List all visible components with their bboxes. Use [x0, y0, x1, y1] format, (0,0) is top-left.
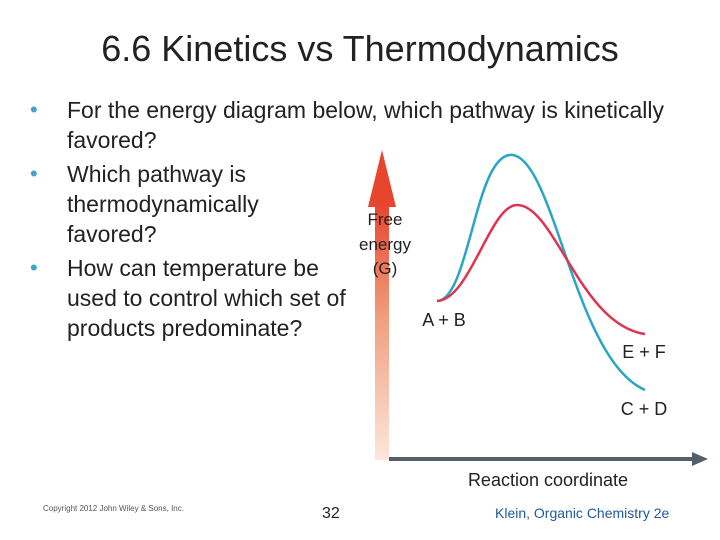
bullet-text: How can temperature be used to control which set of products predominate?: [67, 255, 346, 341]
product-cd-label: C + D: [620, 399, 668, 419]
y-axis-label-line2: energy: [359, 235, 411, 254]
page-number: 32: [322, 505, 340, 522]
bullet-marker: •: [30, 255, 38, 280]
bullet-marker: •: [30, 97, 38, 122]
y-axis-label-line3: (G): [372, 259, 398, 278]
reactants-label: A + B: [422, 310, 466, 330]
red-pathway-curve: [437, 205, 645, 334]
bullet-text: Which pathway is thermodynamically favored?: [67, 161, 259, 247]
copyright-notice: Copyright 2012 John Wiley & Sons, Inc.: [43, 504, 184, 513]
y-axis-arrow: [368, 150, 396, 460]
product-ef-label: E + F: [622, 342, 666, 362]
x-axis-arrow: [389, 452, 708, 466]
y-axis-label-line1: Free: [367, 210, 403, 229]
bullet-text: For the energy diagram below, which pathway is kinetically favored?: [67, 97, 665, 153]
bullet-marker: •: [30, 161, 38, 186]
x-axis-label: Reaction coordinate: [467, 470, 629, 490]
book-credit: Klein, Organic Chemistry 2e: [495, 505, 670, 521]
slide-title: 6.6 Kinetics vs Thermodynamics: [101, 28, 619, 69]
